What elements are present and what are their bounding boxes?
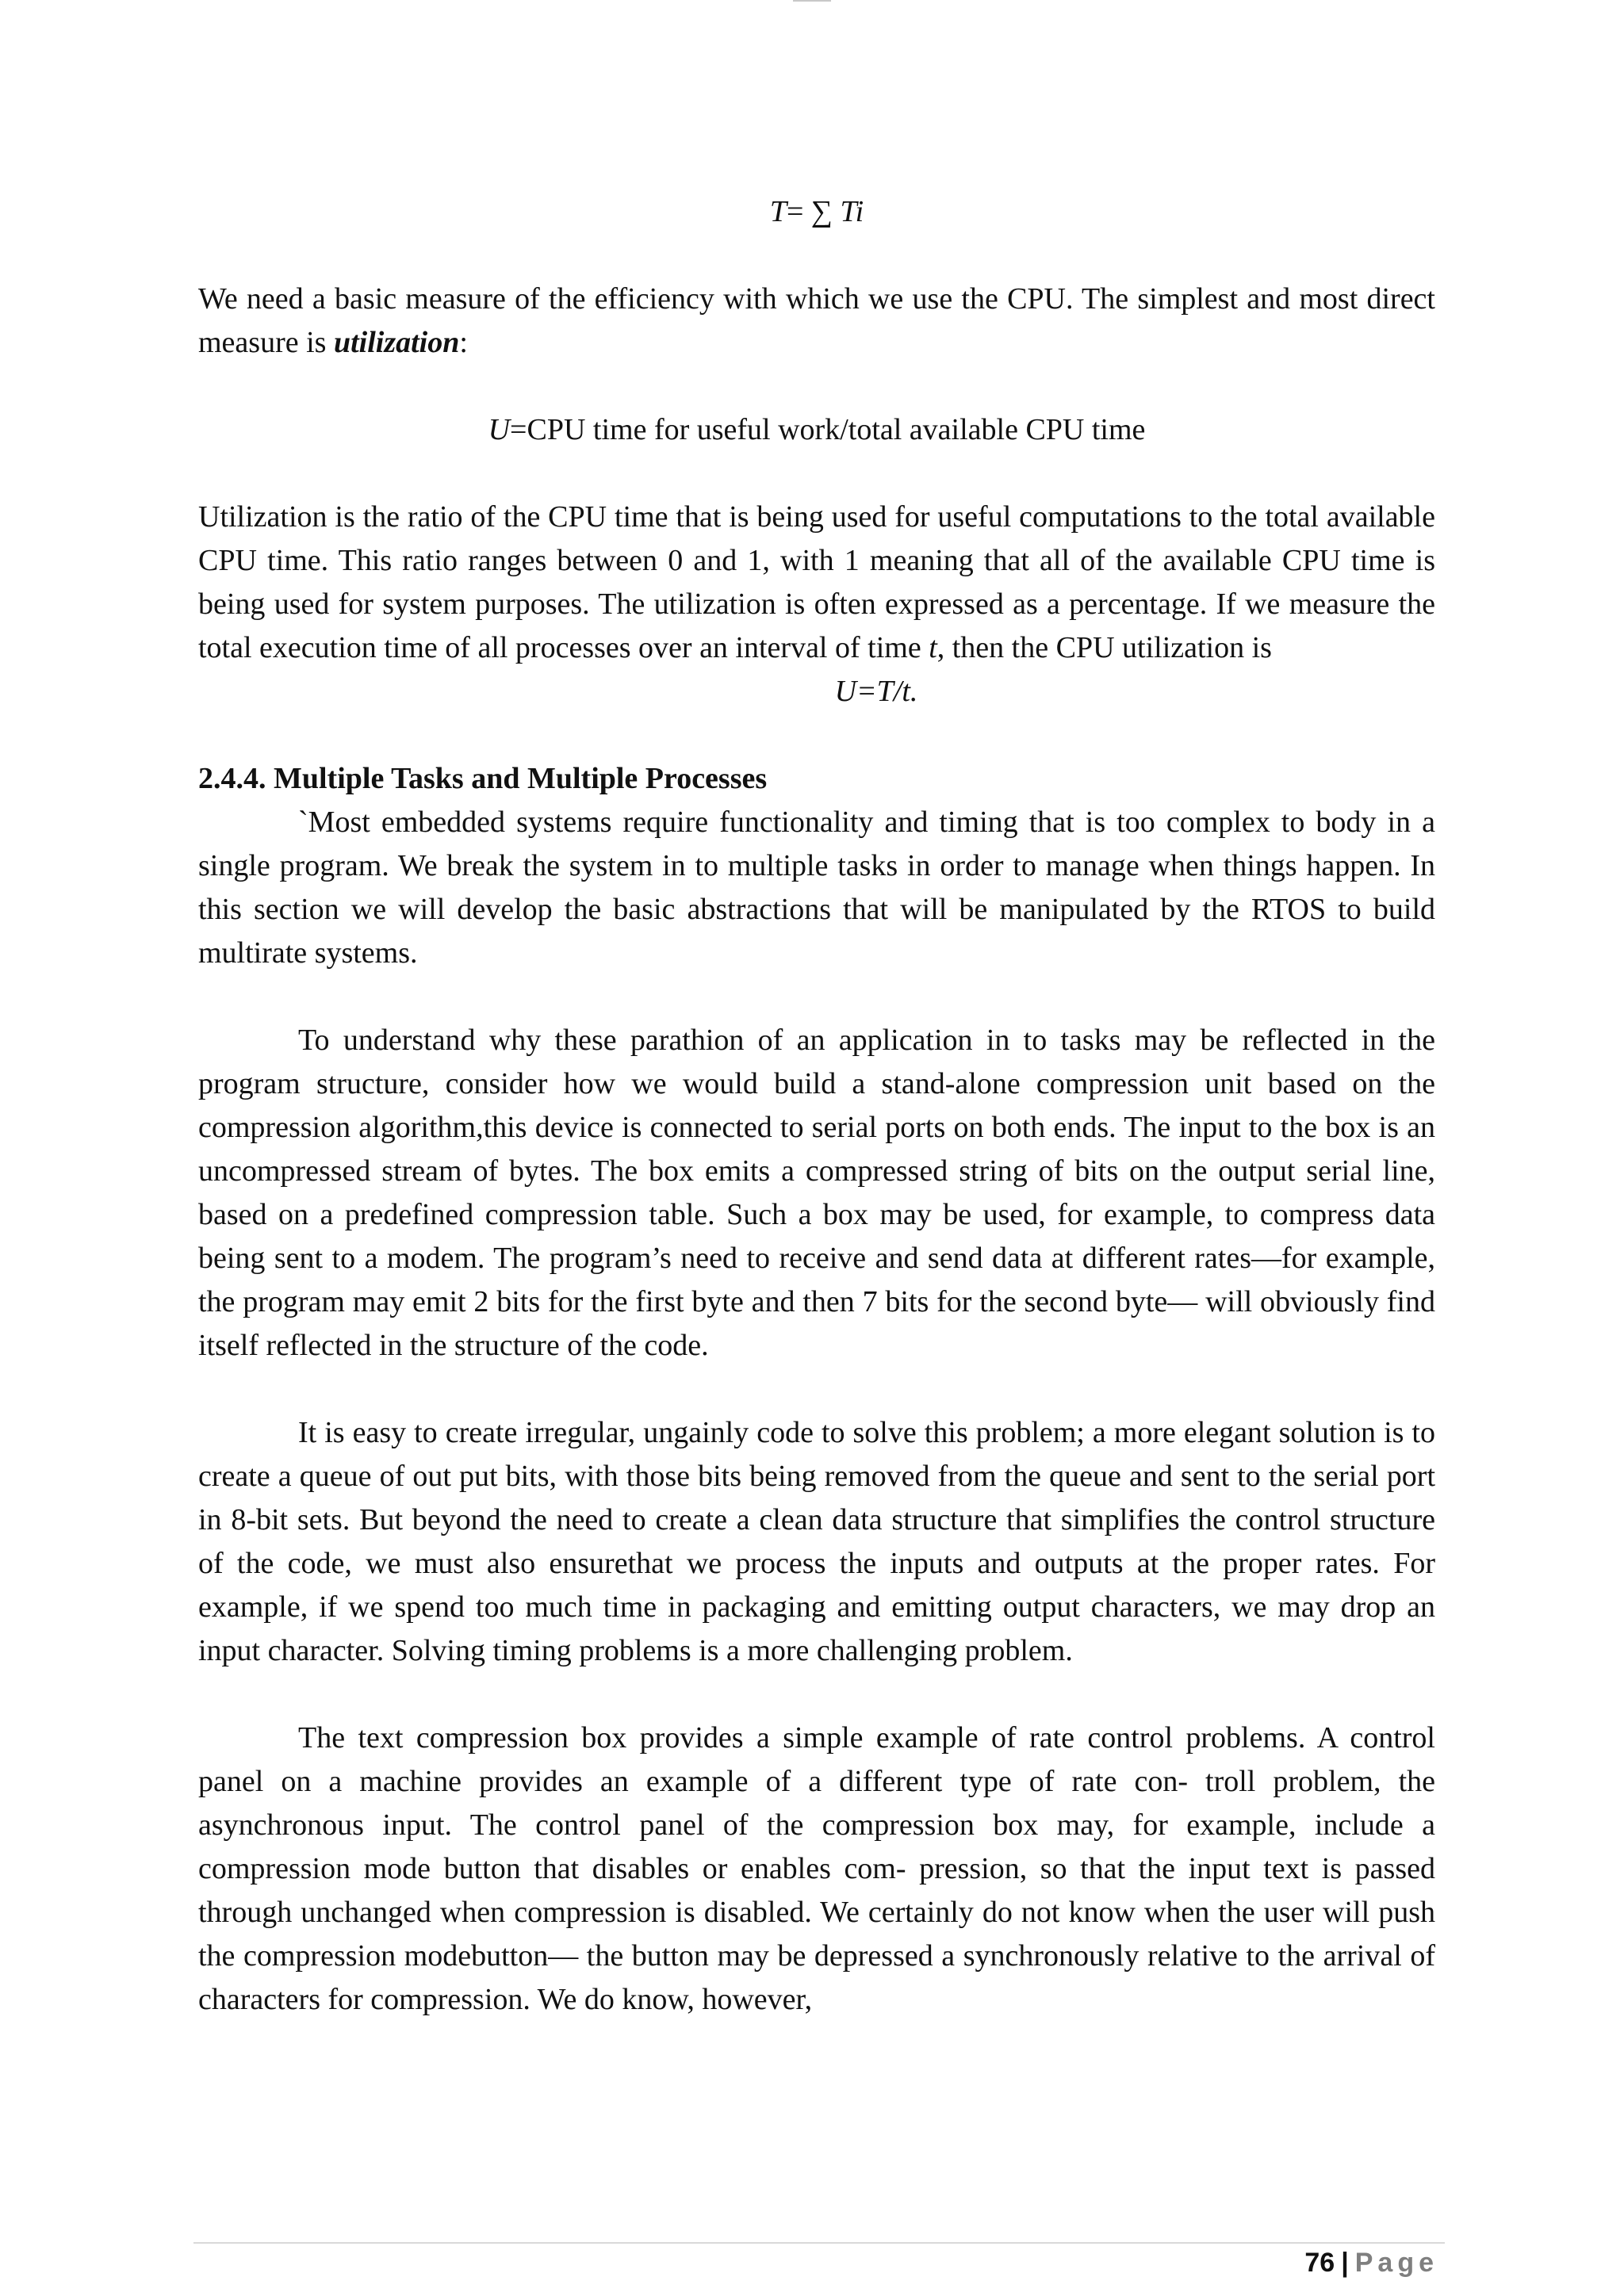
paragraph-queue-solution: It is easy to create irregular, ungainly code to solve this problem; a more elegant solution is to create a queue of out put bits, with those bits being removed from the queue and sent to the serial port in 8-bit sets. But beyond the need to create a clean data structure that simplifies the control structure of the code, we must also ensurethat we process the inputs and outputs at the proper rates. For example, if we spend too much time in packaging and emitting output characters, we may drop an input character. Solving timing problems is a more challenging problem. [198, 1416, 1435, 1667]
equation-total-time [198, 190, 1435, 234]
paragraph-tasks-intro: `Most embedded systems require functionality and timing that is too complex to body in a single program. We break the system in to multiple tasks in order to manage when things happen. In this section we will develop the basic abstractions that will be manipulated by the RTOS to build multirate systems. [198, 806, 1435, 970]
equation-u-t-text: U=T/t. [834, 675, 918, 708]
paragraph-text-end: : [459, 326, 468, 359]
footer-divider [193, 2242, 1445, 2244]
equation-rhs: Ti [840, 195, 864, 228]
page-footer [1304, 2244, 1438, 2282]
var-t: t [929, 631, 937, 664]
equation-u-t [198, 670, 1435, 714]
page-label: Page [1354, 2248, 1438, 2278]
equation-var-u: U [488, 413, 511, 446]
page-number: 76 [1304, 2248, 1335, 2278]
paragraph-utilization-ratio [198, 496, 1435, 670]
equation-operator: = ∑ [787, 195, 841, 228]
equation-utilization-text: =CPU time for useful work/total available CPU time [510, 413, 1146, 446]
paragraph-text-end: , then the CPU utilization is [936, 631, 1272, 664]
footer-separator: | [1341, 2248, 1349, 2278]
page-content [198, 190, 1435, 2022]
emphasis-utilization: utilization [333, 326, 460, 359]
top-header-mark [793, 0, 831, 2]
paragraph-text: We need a basic measure of the efficiency with which we use the CPU. The simplest and most direct measure is [198, 282, 1435, 359]
paragraph-utilization-intro [198, 277, 1435, 365]
paragraph-text: Utilization is the ratio of the CPU time that is being used for useful computations to the total available CPU time. This ratio ranges between 0 and 1, with 1 meaning that all of the available CPU time is being used for system purposes. The utilization is often expressed as a percentage. If we measure the total execution time of all processes over an interval of time [198, 500, 1435, 664]
paragraph-compression-unit: To understand why these parathion of an application in to tasks may be reflected in the program structure, consider how we would build a stand-alone compression unit based on the compression algorithm,this device is connected to serial ports on both ends. The input to the box is an uncompressed stream of bytes. The box emits a compressed string of bits on the output serial line, based on a predefined compression table. Such a box may be used, for example, to compress data being sent to a modem. The program’s need to receive and send data at different rates—for example, the program may emit 2 bits for the first byte and then 7 bits for the second byte— will obviously find itself reflected in the structure of the code. [198, 1024, 1435, 1362]
equation-lhs: T [769, 195, 787, 228]
section-heading: 2.4.4. Multiple Tasks and Multiple Processes [198, 762, 768, 795]
paragraph-rate-control: The text compression box provides a simple example of rate control problems. A control panel on a machine provides an example of a different type of rate con- troll problem, the asynchronous input. The control panel of the compression box may, for example, include a compression mode button that disables or enables com- pression, so that the input text is passed through unchanged when compression is disabled. We certainly do not know when the user will push the compression modebutton— the button may be depressed a synchronously relative to the arrival of characters for compression. We do know, however, [198, 1721, 1435, 2016]
equation-utilization [198, 408, 1435, 452]
